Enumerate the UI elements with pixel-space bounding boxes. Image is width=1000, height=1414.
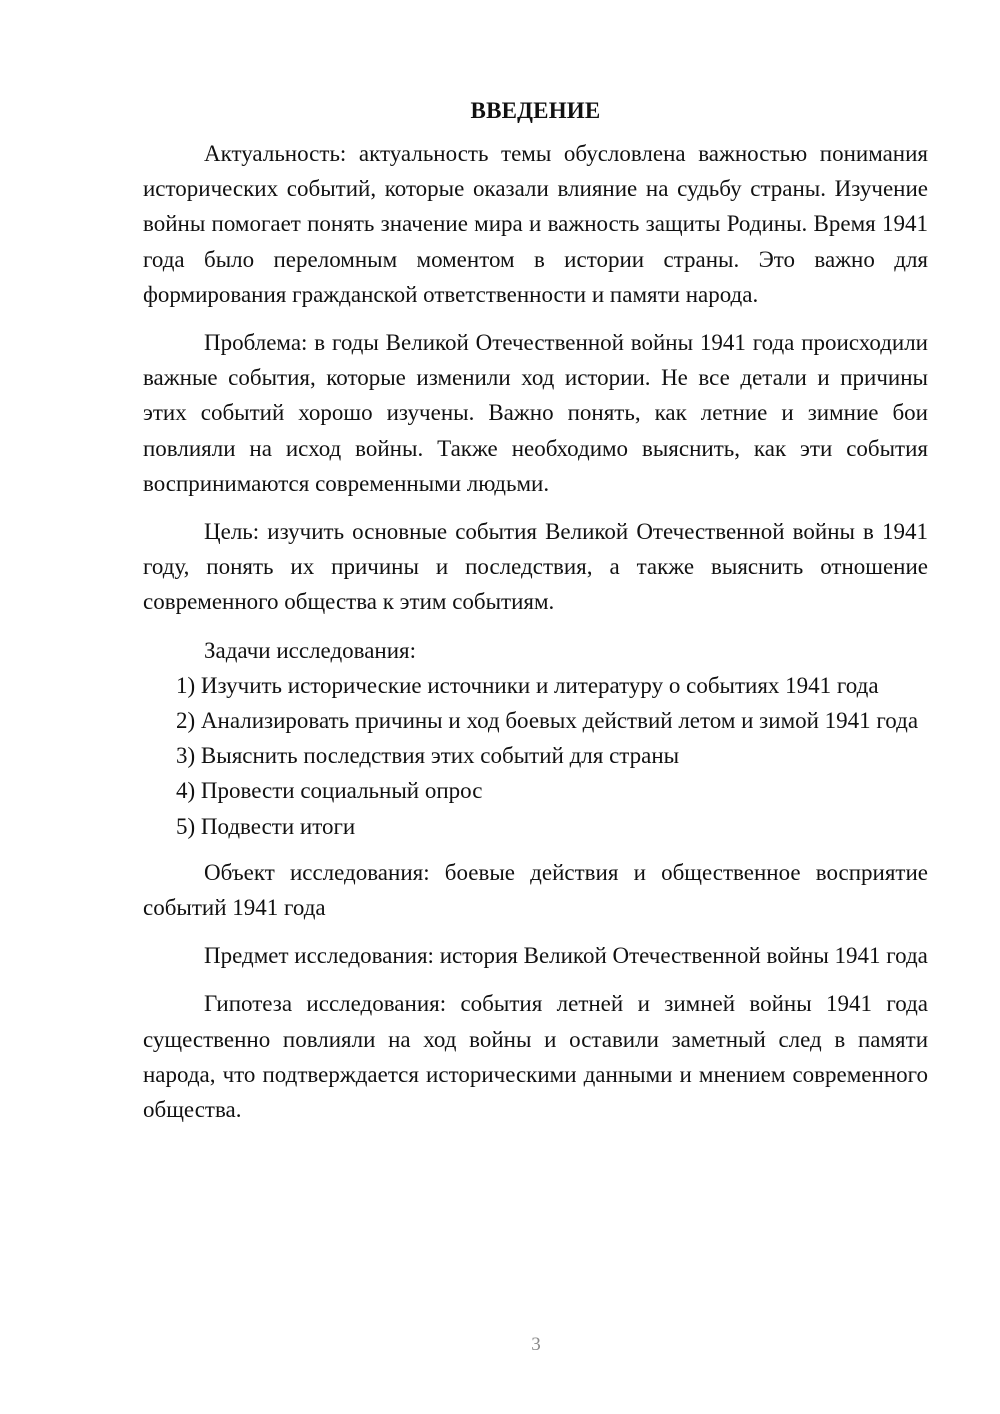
tasks-list <box>143 668 928 844</box>
list-item: 3) Выяснить последствия этих событий для страны <box>176 743 680 769</box>
page-number: 3 <box>531 1334 541 1355</box>
paragraph-relevance: Актуальность: актуальность темы обусловлена важностью понимания исторических событий, которые оказали влияние на судьбу страны. Изучение войны помогает понять значение мира и важность защиты Родины. Время 1941 года было переломным моментом в истории страны. Это важно для формирования гражданской ответственности и памяти народа. <box>143 141 928 307</box>
paragraph-goal: Цель: изучить основные события Великой Отечественной войны в 1941 году, понять их причины и последствия, а также выяснить отношение современного общества к этим событиям. <box>143 519 928 615</box>
paragraph-hypothesis: Гипотеза исследования: события летней и зимней войны 1941 года существенно повлияли на ход войны и оставили заметный след в памяти народа, что подтверждается историческими данными и мнением современного общества. <box>143 991 928 1123</box>
paragraph-object: Объект исследования: боевые действия и общественное восприятие событий 1941 года <box>143 859 928 921</box>
tasks-heading: Задачи исследования: <box>204 637 417 663</box>
paragraph-problem: Проблема: в годы Великой Отечественной войны 1941 года происходили важные события, которые изменили ход истории. Не все детали и причины этих событий хорошо изучены. Важно понять, как летние и зимние бои повлияли на исход войны. Также необходимо выяснить, как эти события воспринимаются современными людьми. <box>143 330 928 496</box>
page-title: ВВЕДЕНИЕ <box>470 98 601 123</box>
list-item: 5) Подвести итоги <box>176 813 356 839</box>
list-item: 4) Провести социальный опрос <box>176 778 483 804</box>
list-item: 2) Анализировать причины и ход боевых действий летом и зимой 1941 года <box>176 708 919 734</box>
page-body <box>143 94 928 1127</box>
list-item: 1) Изучить исторические источники и литературу о событиях 1941 года <box>176 672 879 698</box>
paragraph-subject: Предмет исследования: история Великой Отечественной войны 1941 года <box>204 943 928 969</box>
